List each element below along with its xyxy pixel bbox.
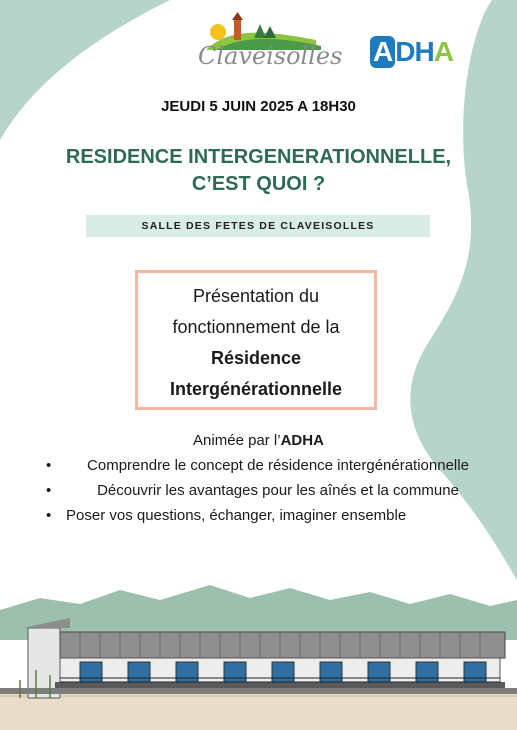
list-item: • Poser vos questions, échanger, imaginer ensemble: [46, 507, 407, 524]
agenda-list: [40, 456, 490, 531]
adha-logo-dh: DH: [395, 36, 434, 67]
presentation-line-3: Résidence: [210, 348, 302, 368]
host-name: ADHA: [280, 432, 324, 449]
list-item: • Comprendre le concept de résidence intergénérationnelle: [46, 457, 469, 474]
page-title: [20, 144, 497, 198]
residence-building-illustration: [0, 600, 517, 730]
presentation-line-1: Présentation du: [192, 286, 320, 306]
event-date: JEUDI 5 JUIN 2025 A 18H30: [161, 98, 356, 115]
list-item: • Découvrir les avantages pour les aînés et la commune: [46, 482, 459, 499]
presentation-line-4: Intergénérationnelle: [169, 379, 343, 399]
adha-logo: [370, 36, 453, 68]
host-line: [0, 432, 517, 449]
adha-logo-a: A: [370, 36, 395, 68]
venue-banner: SALLE DES FETES DE CLAVEISOLLES: [86, 215, 430, 237]
presentation-line-2: fonctionnement de la: [172, 317, 340, 337]
host-prefix: Animée par l’: [193, 432, 281, 449]
claveisolles-logo: [196, 10, 343, 72]
title-line-1: RESIDENCE INTERGENERATIONNELLE,: [65, 146, 452, 168]
title-line-2: C’EST QUOI ?: [191, 173, 326, 195]
presentation-box: [135, 270, 377, 410]
adha-logo-final-a: A: [433, 36, 453, 67]
claveisolles-wordmark: Claveisolles: [198, 42, 343, 70]
